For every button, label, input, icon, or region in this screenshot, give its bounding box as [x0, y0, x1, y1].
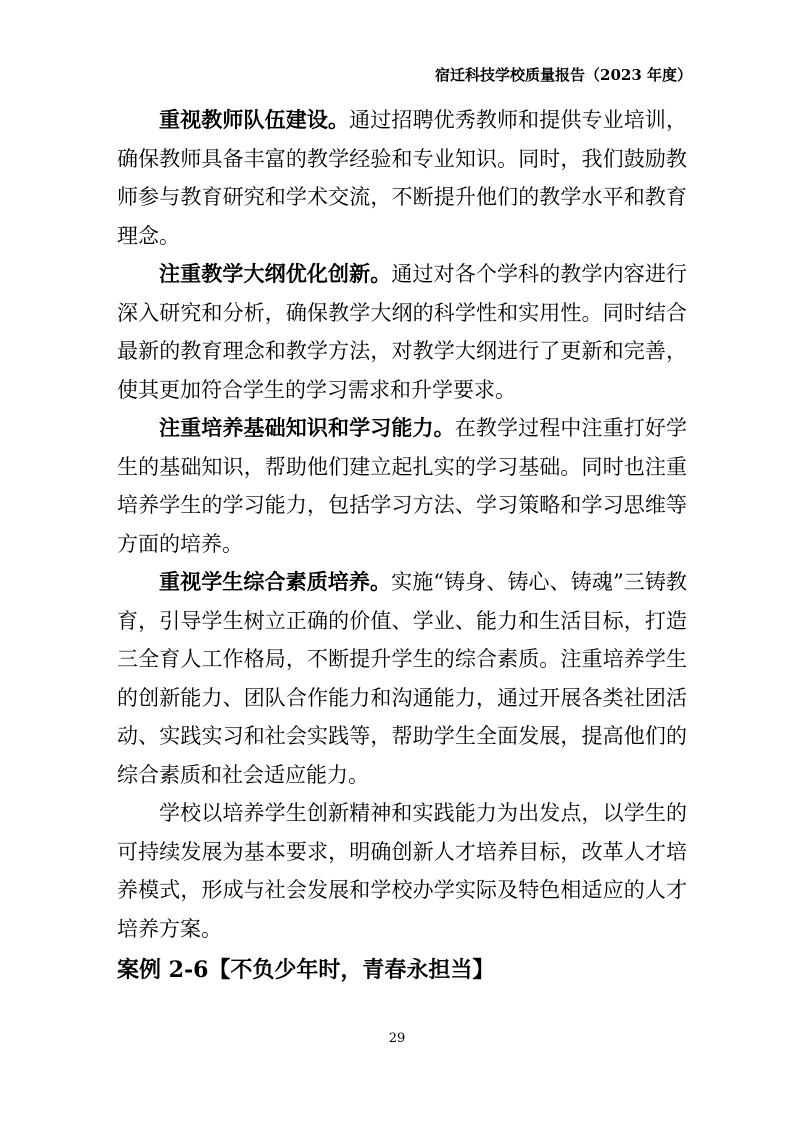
paragraph-lead: 重视学生综合素质培养。	[159, 569, 392, 594]
case-heading: 案例 2-6【不负少年时，青春永担当】	[117, 957, 495, 983]
paragraph-text: 通过对各个学科的教学内容进行深入研究和分析，确保教学大纲的科学性和实用性。同时结合最新的教育理念和教学方法，对教学大纲进行了更新和完善，使其更加符合学生的学习需求和升学要求。	[117, 262, 687, 402]
paragraph-lead: 注重培养基础知识和学习能力。	[159, 415, 455, 440]
paragraph	[117, 563, 687, 794]
paragraph	[117, 409, 687, 563]
paragraph	[117, 101, 687, 255]
paragraph-text: 实施“铸身、铸心、铸魂”三铸教育，引导学生树立正确的价值、学业、能力和生活目标，打造三全育人工作格局，不断提升学生的综合素质。注重培养学生的创新能力、团队合作能力和沟通能力，通过开展各类社团活动、实践实习和社会实践等，帮助学生全面发展，提高他们的综合素质和社会适应能力。	[117, 570, 687, 787]
header-title: 宿迁科技学校质量报告（2023 年度）	[435, 66, 692, 84]
page-header	[117, 63, 692, 87]
document-body	[117, 101, 687, 990]
paragraph-text: 通过招聘优秀教师和提供专业培训，确保教师具备丰富的教学经验和专业知识。同时，我们鼓励教师参与教育研究和学术交流，不断提升他们的教学水平和教育理念。	[117, 108, 687, 248]
paragraph-text: 在教学过程中注重打好学生的基础知识，帮助他们建立起扎实的学习基础。同时也注重培养学生的学习能力，包括学习方法、学习策略和学习思维等方面的培养。	[117, 416, 687, 556]
paragraph-lead: 重视教师队伍建设。	[159, 107, 350, 132]
page-number-value: 29	[388, 1031, 406, 1046]
paragraph-text: 学校以培养学生创新精神和实践能力为出发点，以学生的可持续发展为基本要求，明确创新人才培养目标，改革人才培养模式，形成与社会发展和学校办学实际及特色相适应的人才培养方案。	[117, 801, 687, 941]
paragraph	[117, 255, 687, 409]
page-number	[0, 1030, 794, 1048]
paragraph	[117, 794, 687, 948]
paragraph-lead: 注重教学大纲优化创新。	[159, 261, 392, 286]
